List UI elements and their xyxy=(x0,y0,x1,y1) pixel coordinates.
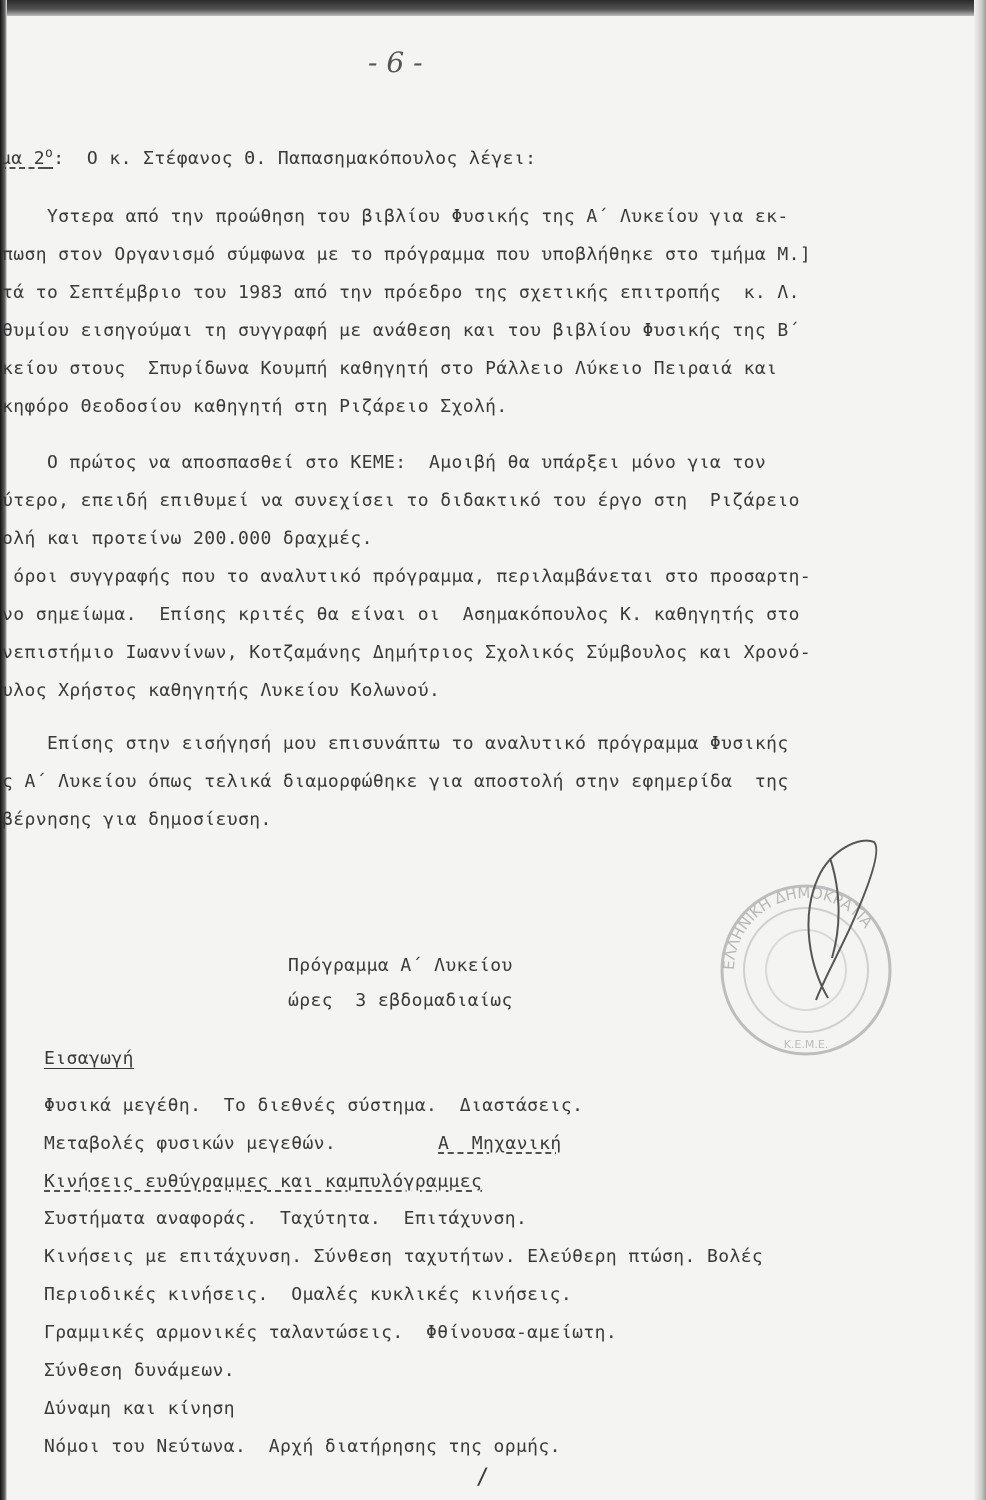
text-line: Περιοδικές κινήσεις. Ομαλές κυκλικές κινήσεις. xyxy=(44,1284,573,1305)
footer-mark: / xyxy=(476,1465,490,1490)
text-line: πωση στον Οργανισμό σύμφωνα με το πρόγραμμα που υποβλήθηκε στο τμήμα Μ.] xyxy=(2,244,812,265)
text-line: Κινήσεις με επιτάχυνση. Σύνθεση ταχυτήτων. Ελεύθερη πτώση. Βολές xyxy=(44,1246,764,1267)
item-heading-text: : Ο κ. Στέφανος Θ. Παπασημακόπουλος λέγει: xyxy=(53,148,537,169)
scan-right-edge xyxy=(974,0,986,1500)
text-line: όροι συγγραφής που το αναλυτικό πρόγραμμα, περιλαμβάνεται στο προσαρτη- xyxy=(2,566,812,587)
program-line-3: Κινήσεις ευθύγραμμες και καμπυλόγραμμες xyxy=(44,1171,483,1192)
program-line-1: Φυσικά μεγέθη. Το διεθνές σύστημα. Διαστάσεις. xyxy=(44,1095,584,1116)
intro-heading: Εισαγωγή xyxy=(44,1048,134,1069)
text-line: κηφόρο Θεοδοσίου καθηγητή στη Ριζάρειο Σχολή. xyxy=(2,396,508,417)
program-hours: ώρες 3 εβδομαδιαίως xyxy=(288,990,513,1011)
text-line: Δύναμη και κίνηση xyxy=(44,1398,236,1419)
item-heading-label-text: μα 2 xyxy=(0,148,45,169)
text-line: θυμίου εισηγούμαι τη συγγραφή με ανάθεση και του βιβλίου Φυσικής της Β΄ xyxy=(2,320,800,341)
text-line: υλος Χρήστος καθηγητής Λυκείου Κολωνού. xyxy=(2,680,441,701)
text-line: ύτερο, επειδή επιθυμεί να συνεχίσει το διδακτικό του έργο στη Ριζάρειο xyxy=(2,490,800,511)
text-line: ς Α΄ Λυκείου όπως τελικά διαμορφώθηκε για αποστολή στην εφημερίδα της xyxy=(2,771,789,792)
text-line: νο σημείωμα. Επίσης κριτές θα είναι οι Ασημακόπουλος Κ. καθηγητής στο xyxy=(2,604,800,625)
stamp-ring-text: ΕΛΛΗΝΙΚΗ ΔΗΜΟΚΡΑΤΙΑ xyxy=(719,883,877,971)
text-line: Ο πρώτος να αποσπασθεί στο ΚΕΜΕ: Αμοιβή θα υπάρξει μόνο για τον xyxy=(2,452,767,473)
signature-icon xyxy=(770,828,890,1008)
program-title: Πρόγραμμα Α΄ Λυκείου xyxy=(288,955,513,976)
text-line: Υστερα από την προώθηση του βιβλίου Φυσικής της Α΄ Λυκείου για εκ- xyxy=(2,206,789,227)
mechanics-heading: Α Μηχανική xyxy=(438,1133,562,1154)
item-heading-label xyxy=(0,148,53,169)
text-line: ολή και προτείνω 200.000 δραχμές. xyxy=(2,528,373,549)
text-line: Σύνθεση δυνάμεων. xyxy=(44,1360,236,1381)
text-line: κείου στους Σπυρίδωνα Κουμπή καθηγητή στο Ράλλειο Λύκειο Πειραιά και xyxy=(2,358,778,379)
text-line: Επίσης στην εισήγησή μου επισυνάπτω το αναλυτικό πρόγραμμα Φυσικής xyxy=(2,733,789,754)
text-line: βέρνησης για δημοσίευση. xyxy=(2,809,272,830)
text-line: νεπιστήμιο Ιωαννίνων, Κοτζαμάνης Δημήτριος Σχολικός Σύμβουλος και Χρονό- xyxy=(2,642,812,663)
program-line-2a: Μεταβολές φυσικών μεγεθών. xyxy=(44,1133,337,1154)
item-heading-sup: ο xyxy=(44,146,54,161)
page-number: - 6 - xyxy=(368,46,423,79)
text-line: Νόμοι του Νεύτωνα. Αρχή διατήρησης της ορμής. xyxy=(44,1436,561,1457)
text-line: Γραμμικές αρμονικές ταλαντώσεις. Φθίνουσα-αμείωτη. xyxy=(44,1322,618,1343)
item-heading xyxy=(0,146,536,169)
text-line: τά το Σεπτέμβριο του 1983 από την πρόεδρο της σχετικής επιτροπής κ. Λ. xyxy=(2,282,800,303)
scan-top-edge xyxy=(0,0,986,16)
text-line: Συστήματα αναφοράς. Ταχύτητα. Επιτάχυνση. xyxy=(44,1208,528,1229)
stamp-bottom-text: Κ.Ε.Μ.Ε. xyxy=(783,1038,829,1051)
